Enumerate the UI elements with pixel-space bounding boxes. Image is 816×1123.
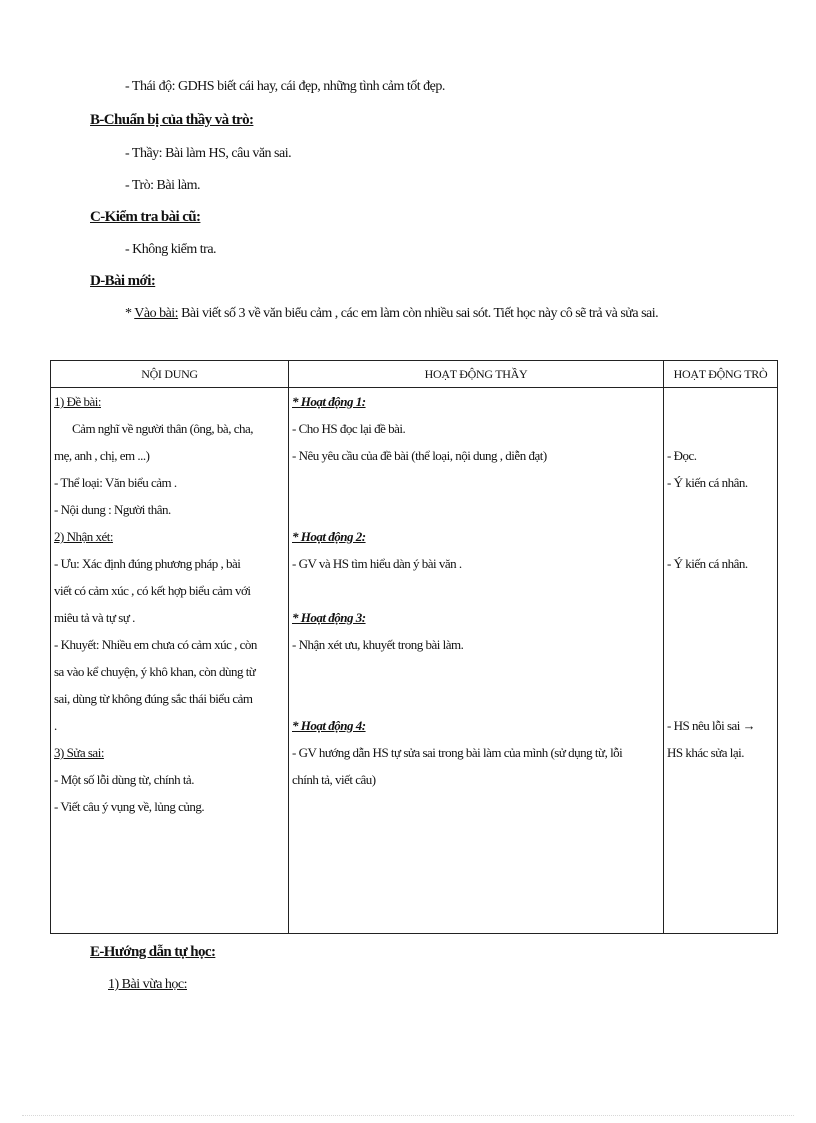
student-line: - HS nêu lỗi sai → [667,718,756,733]
student-line [667,658,774,685]
teacher-activity-column [289,388,664,934]
teacher-line [292,658,660,685]
student-line [667,523,774,550]
student-line [667,766,774,793]
content-line: - Thể loại: Văn biểu cảm . [54,475,177,490]
student-line [667,604,774,631]
content-line: . [54,718,57,733]
c-item-line: - Không kiểm tra. [125,242,217,257]
student-line [667,388,774,415]
activity-heading: * Hoạt động 4: [292,718,366,733]
content-line: - Khuyết: Nhiều em chưa có cảm xúc , còn [54,637,257,652]
teacher-line [292,577,660,604]
teacher-line [292,469,660,496]
section-e-heading: E-Hướng dẫn tự học: [90,944,216,960]
table-header-row [51,361,778,388]
attitude-line: - Thái độ: GDHS biết cái hay, cái đẹp, những tình cảm tốt đẹp. [125,79,445,94]
section-d-heading: D-Bài mới: [90,273,156,289]
activity-heading: * Hoạt động 2: [292,529,366,544]
content-line: viết có cảm xúc , có kết hợp biểu cảm với [54,583,251,598]
page-bottom-divider [22,1115,794,1116]
activity-heading: * Hoạt động 3: [292,610,366,625]
student-line: HS khác sửa lại. [667,745,745,760]
content-line: 2) Nhận xét: [54,529,113,544]
content-line: miêu tả và tự sự . [54,610,135,625]
student-line: - Ý kiến cá nhân. [667,475,748,490]
d-intro-prefix: * [125,306,135,321]
activity-heading: * Hoạt động 1: [292,394,366,409]
content-line: - Ưu: Xác định đúng phương pháp , bài [54,556,241,571]
teacher-line [292,685,660,712]
content-line: 3) Sửa sai: [54,745,104,760]
student-line [667,496,774,523]
section-b-heading: B-Chuẩn bị của thầy và trò: [90,112,254,128]
table-body-row [51,388,778,934]
content-line: sa vào kể chuyện, ý khô khan, còn dùng từ [54,664,256,679]
content-line: Cảm nghĩ về người thân (ông, bà, cha, [72,421,253,436]
lesson-table [50,360,778,934]
teacher-line [292,496,660,523]
student-activity-column [664,388,778,934]
teacher-line: - Cho HS đọc lại đề bài. [292,421,406,436]
student-line [667,577,774,604]
content-line: - Viết câu ý vụng về, lủng củng. [54,799,205,814]
student-line [667,415,774,442]
e-item-line: 1) Bài vừa học: [108,977,188,992]
d-intro-text: Bài viết số 3 về văn biểu cảm , các em làm còn nhiều sai sót. Tiết học này cô sẽ trả và sửa sai. [178,306,659,321]
content-column [51,388,289,934]
b-student-line: - Trò: Bài làm. [125,178,200,193]
content-line: 1) Đề bài: [54,394,101,409]
content-line: mẹ, anh , chị, em ...) [54,448,150,463]
student-line [667,685,774,712]
teacher-line: - Nhận xét ưu, khuyết trong bài làm. [292,637,464,652]
teacher-line: chính tả, viết câu) [292,772,376,787]
content-line: sai, dùng từ không đúng sắc thái biểu cảm [54,691,253,706]
section-c-heading: C-Kiểm tra bài cũ: [90,209,201,225]
header-content: NỘI DUNG [51,361,289,388]
student-line [667,631,774,658]
teacher-line: - GV và HS tìm hiểu dàn ý bài văn . [292,556,462,571]
student-line: - Ý kiến cá nhân. [667,556,748,571]
teacher-line: - Nêu yêu cầu của đề bài (thể loại, nội dung , diễn đạt) [292,448,547,463]
d-intro-label: Vào bài: [134,306,179,321]
content-line: - Nội dung : Người thân. [54,502,171,517]
b-teacher-line: - Thầy: Bài làm HS, câu văn sai. [125,146,292,161]
content-line: - Một số lỗi dùng từ, chính tả. [54,772,194,787]
header-student-activity: HOẠT ĐỘNG TRÒ [664,361,778,388]
student-line: - Đọc. [667,448,697,463]
teacher-line: - GV hướng dẫn HS tự sửa sai trong bài làm của mình (sử dụng từ, lỗi [292,745,623,760]
teacher-line [292,793,660,820]
student-line [667,793,774,820]
d-intro-line [125,306,658,322]
header-teacher-activity: HOẠT ĐỘNG THẦY [289,361,664,388]
